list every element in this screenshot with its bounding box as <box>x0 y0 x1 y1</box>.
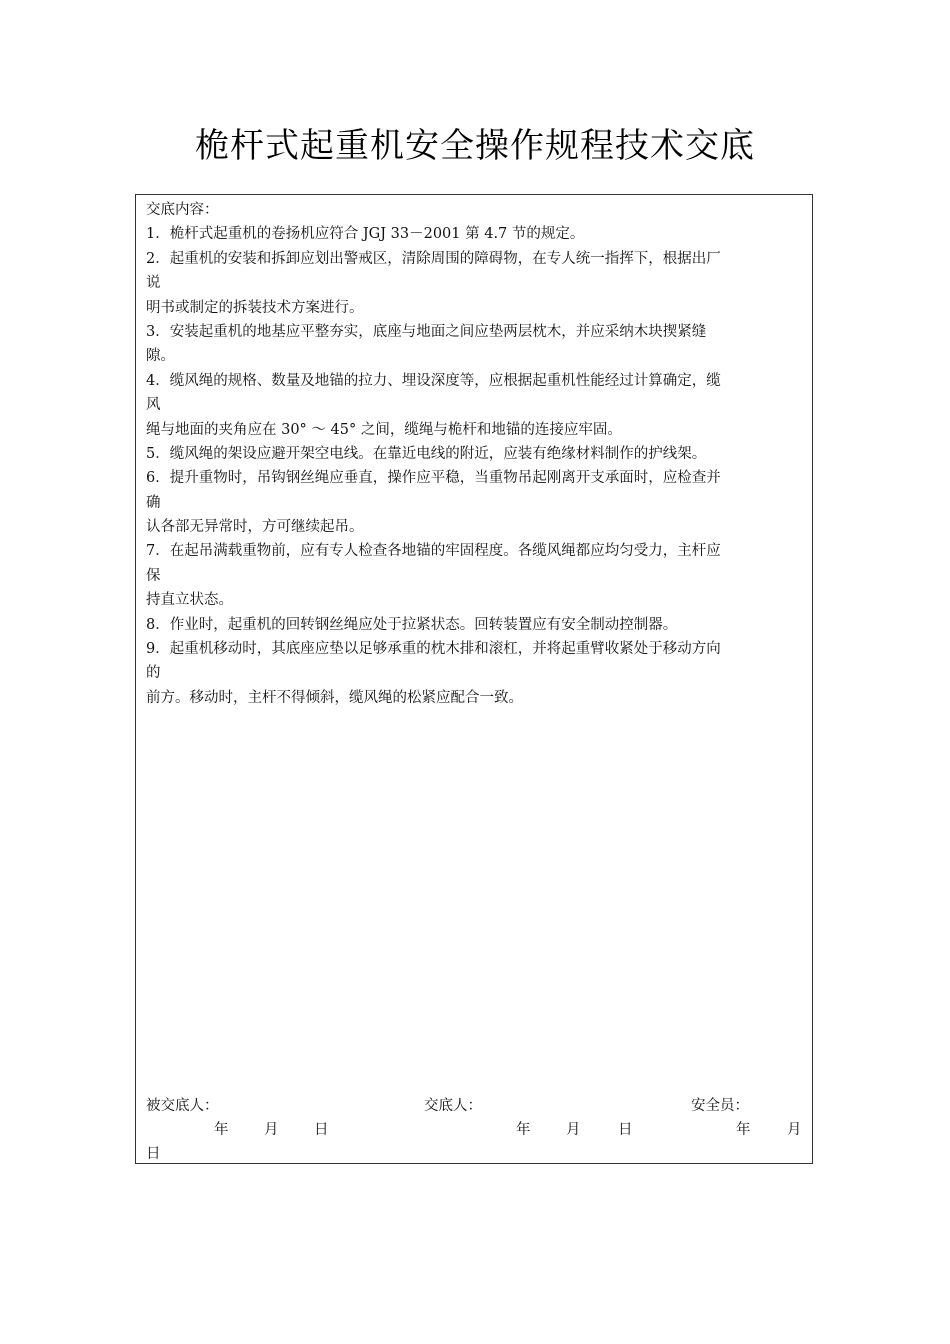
content-line: 绳与地面的夹角应在 30° ～ 45° 之间，缆绳与桅杆和地锚的连接应牢固。 <box>146 421 622 438</box>
content-line: 9．起重机移动时，其底座应垫以足够承重的枕木排和滚杠，并将起重臂收紧处于移动方向 <box>146 641 721 658</box>
content-line: 1．桅杆式起重机的卷扬机应符合 JGJ 33－2001 第 4.7 节的规定。 <box>146 226 585 243</box>
content-line: 7．在起吊满载重物前，应有专人检查各地锚的牢固程度。各缆风绳都应均匀受力，主杆应 <box>146 543 721 560</box>
content-line: 6．提升重物时，吊钩钢丝绳应垂直，操作应平稳，当重物吊起刚离开支承面时，应检查并 <box>146 470 721 487</box>
content-line: 4．缆风绳的规格、数量及地锚的拉力、埋设深度等，应根据起重机性能经过计算确定，缆 <box>146 372 721 389</box>
receiver-date-year: 年 <box>214 1122 229 1138</box>
safety-date-year: 年 <box>736 1122 751 1138</box>
content-line: 确 <box>146 494 161 511</box>
content-line: 前方。移动时，主杆不得倾斜，缆风绳的松紧应配合一致。 <box>146 689 523 706</box>
content-line: 认各部无异常时，方可继续起吊。 <box>146 519 364 536</box>
disclosure-content-body <box>146 198 808 710</box>
content-line: 隙。 <box>146 348 175 365</box>
content-line: 风 <box>146 397 161 414</box>
presenter-date-day: 日 <box>618 1122 633 1138</box>
safety-date-day: 日 <box>146 1146 161 1162</box>
content-line: 2．起重机的安装和拆卸应划出警戒区，清除周围的障碍物，在专人统一指挥下，根据出厂 <box>146 250 721 267</box>
safety-officer-signature-label: 安全员： <box>691 1098 749 1114</box>
content-line: 8．作业时，起重机的回转钢丝绳应处于拉紧状态。回转装置应有安全制动控制器。 <box>146 616 678 633</box>
presenter-date-month: 月 <box>566 1122 581 1138</box>
receiver-date-month: 月 <box>264 1122 279 1138</box>
content-line: 保 <box>146 567 161 584</box>
content-line: 的 <box>146 665 161 682</box>
content-line: 5．缆风绳的架设应避开架空电线。在靠近电线的附近，应装有绝缘材料制作的护线架。 <box>146 445 707 462</box>
presenter-date-year: 年 <box>516 1122 531 1138</box>
receiver-signature-label: 被交底人： <box>146 1098 219 1114</box>
presenter-signature-label: 交底人： <box>424 1098 482 1114</box>
receiver-date-day: 日 <box>314 1122 329 1138</box>
content-line: 3．安装起重机的地基应平整夯实，底座与地面之间应垫两层枕木，并应采纳木块揳紧缝 <box>146 323 707 340</box>
content-line: 说 <box>146 275 161 292</box>
safety-date-month: 月 <box>787 1122 802 1138</box>
disclosure-content-box <box>135 194 813 1164</box>
page-title: 桅杆式起重机安全操作规程技术交底 <box>195 126 755 166</box>
content-line: 明书或制定的拆装技术方案进行。 <box>146 299 364 316</box>
content-line: 持直立状态。 <box>146 592 233 609</box>
content-heading: 交底内容： <box>146 202 219 218</box>
